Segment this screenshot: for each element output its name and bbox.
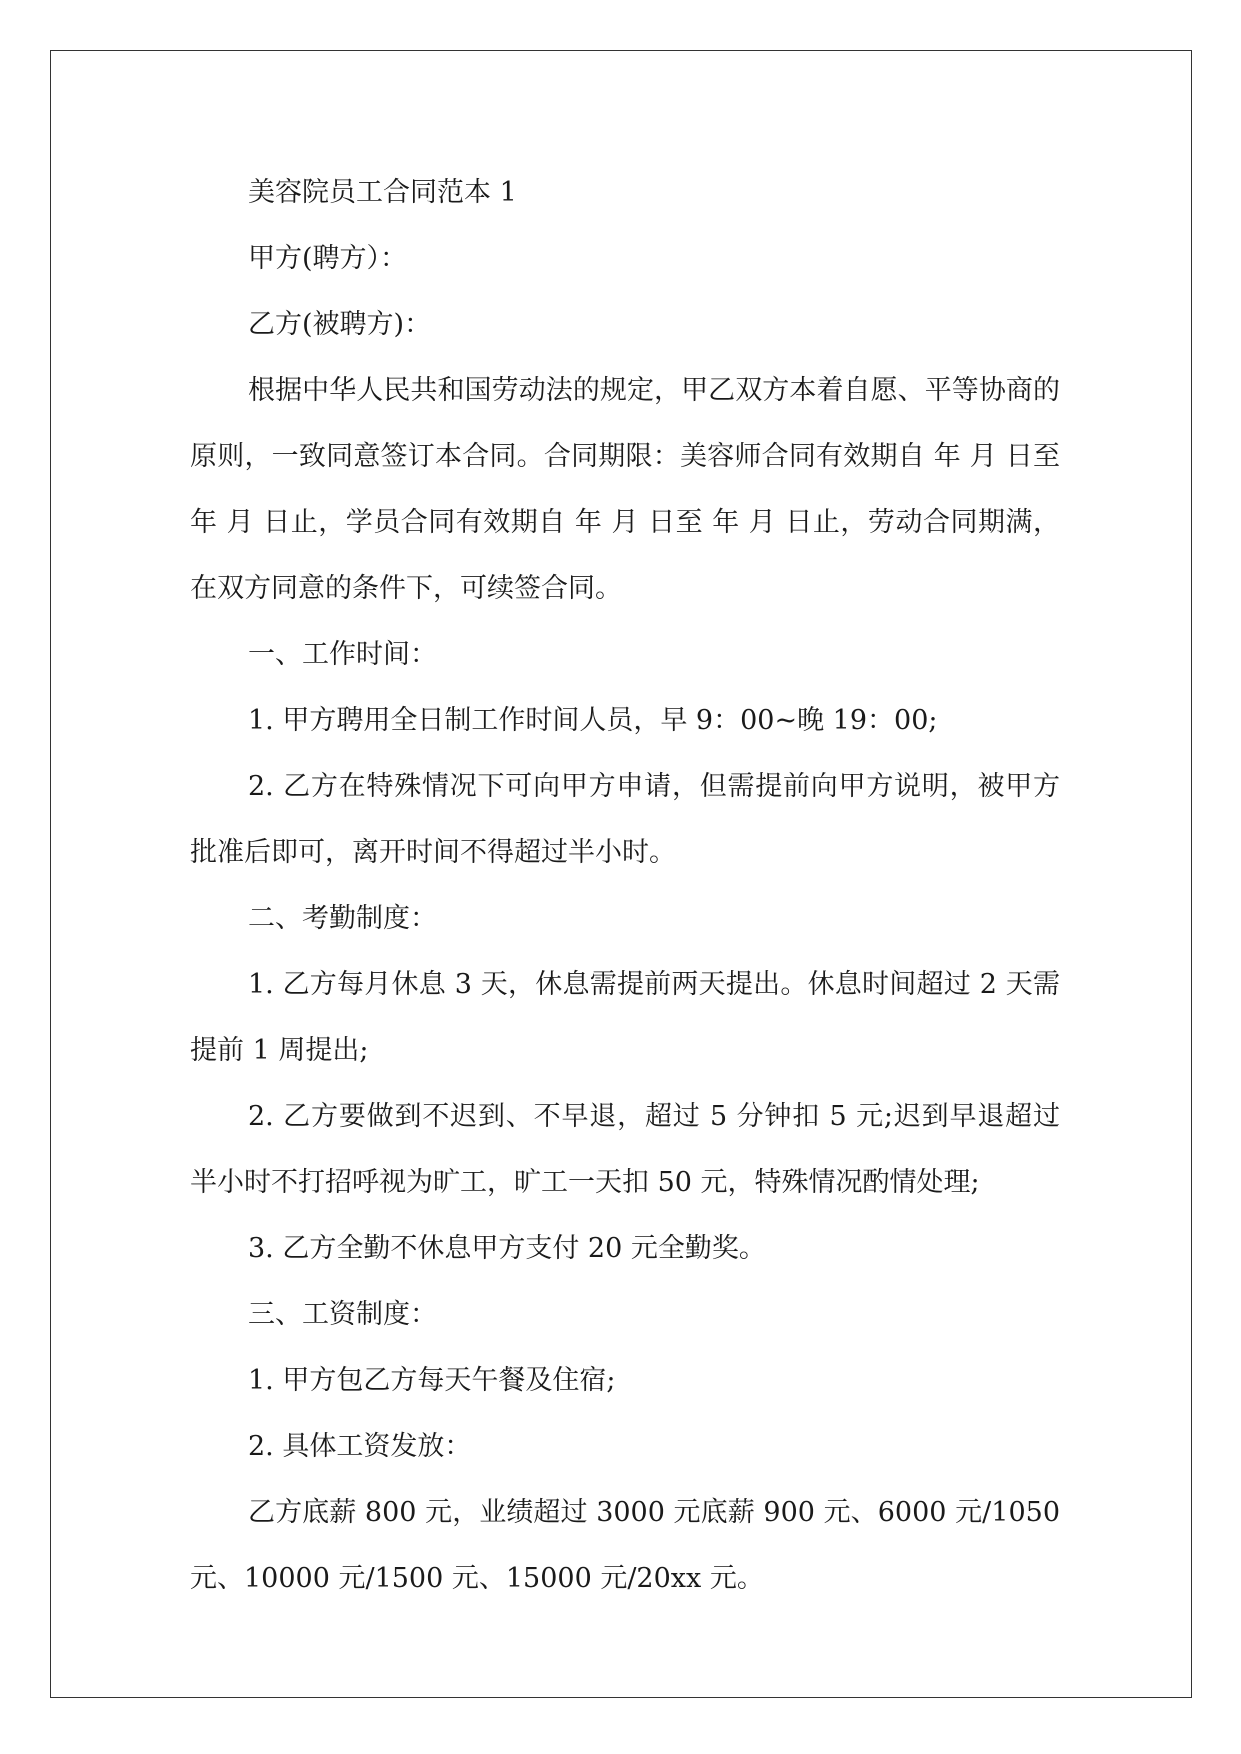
paragraph-salary-2: 2. 具体工资发放： [248, 1431, 472, 1462]
section-heading-salary: 三、工资制度： [248, 1299, 437, 1330]
paragraph-salary-1: 1. 甲方包乙方每天午餐及住宿; [248, 1365, 616, 1396]
paragraph-attendance-3: 3. 乙方全勤不休息甲方支付 20 元全勤奖。 [248, 1233, 766, 1264]
paragraph-party-b: 乙方(被聘方)： [248, 309, 432, 340]
section-heading-work-hours: 一、工作时间： [248, 639, 437, 670]
paragraph-salary-details: 乙方底薪 800 元，业绩超过 3000 元底薪 900 元、6000 元/1050 元、10000 元/1500 元、15000 元/20xx 元。 [190, 1497, 1060, 1594]
document-body [190, 160, 1060, 1612]
paragraph-attendance-2: 2. 乙方要做到不迟到、不早退，超过 5 分钟扣 5 元;迟到早退超过半小时不打招呼视为旷工，旷工一天扣 50 元，特殊情况酌情处理; [190, 1101, 1060, 1198]
paragraph-attendance-1: 1. 乙方每月休息 3 天，休息需提前两天提出。休息时间超过 2 天需提前 1 周提出; [190, 969, 1060, 1066]
paragraph-work-hours-1: 1. 甲方聘用全日制工作时间人员，早 9：00~晚 19：00; [248, 705, 938, 736]
paragraph-work-hours-2: 2. 乙方在特殊情况下可向甲方申请，但需提前向甲方说明，被甲方批准后即可，离开时间不得超过半小时。 [190, 771, 1060, 868]
paragraph-party-a: 甲方(聘方）： [248, 243, 408, 274]
section-heading-attendance: 二、考勤制度： [248, 903, 437, 934]
document-title: 美容院员工合同范本 1 [248, 177, 517, 208]
paragraph-preamble: 根据中华人民共和国劳动法的规定，甲乙双方本着自愿、平等协商的原则，一致同意签订本合同。合同期限：美容师合同有效期自 年 月 日至 年 月 日止，学员合同有效期自 年 月 日至 年 月 日止，劳动合同期满，在双方同意的条件下，可续签合同。 [190, 375, 1060, 604]
